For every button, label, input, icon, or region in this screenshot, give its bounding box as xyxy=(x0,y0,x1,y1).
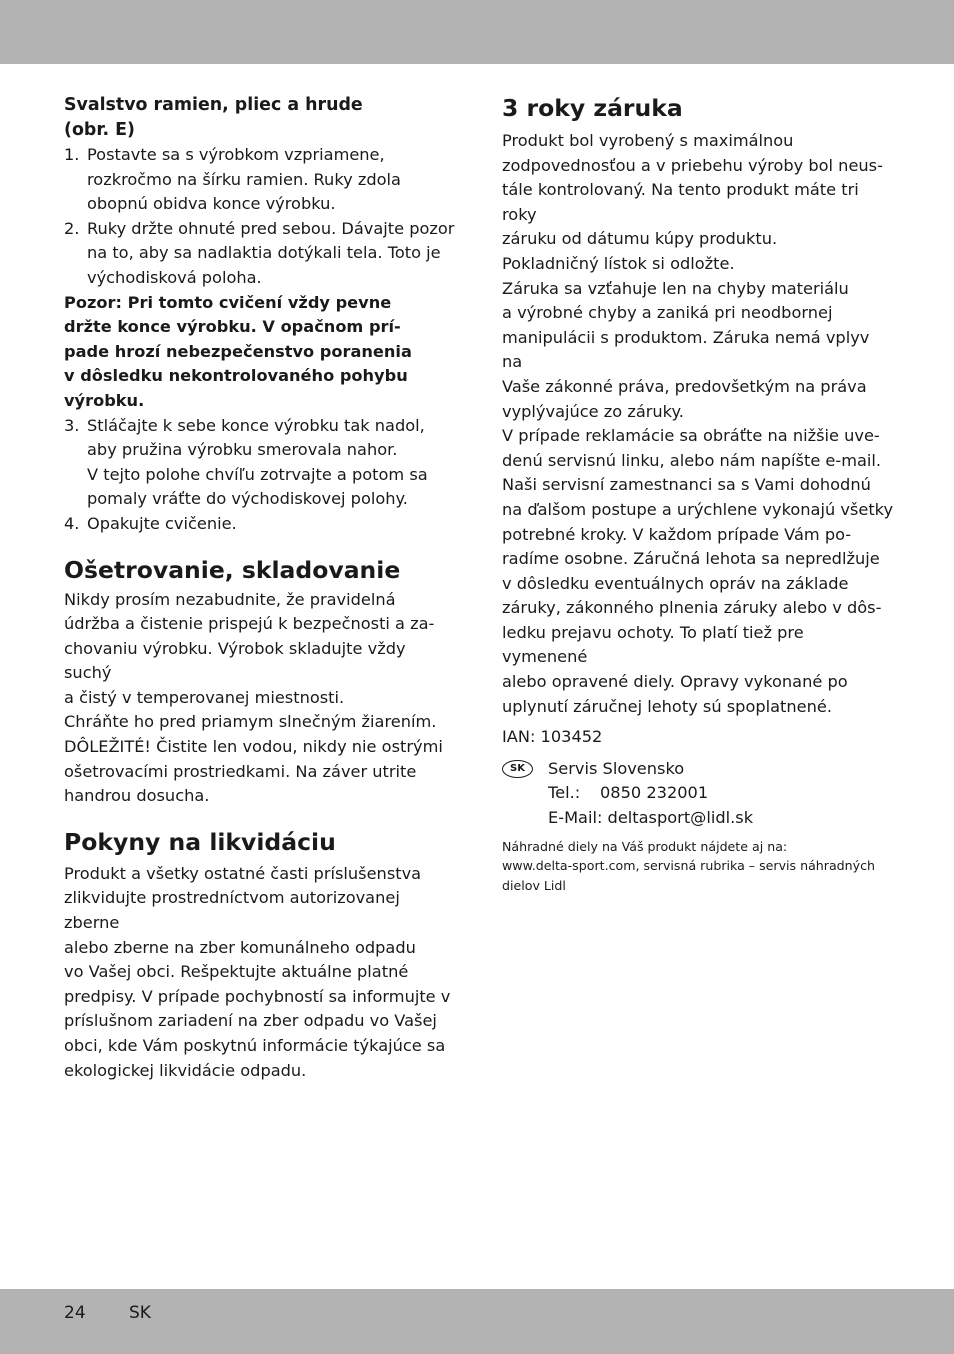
step-line: pomaly vráťte do východiskovej polohy. xyxy=(87,489,408,509)
warranty-line: manipulácii s produktom. Záruka nemá vplyv na xyxy=(502,327,870,372)
disposal-line: Produkt a všetky ostatné časti príslušenstva xyxy=(64,863,422,883)
care-line: ošetrovacími prostriedkami. Na záver utrite xyxy=(64,761,417,781)
warning-line: výrobku. xyxy=(64,390,145,410)
step-line: Ruky držte ohnuté pred sebou. Dávajte pozor xyxy=(87,218,455,238)
step-line: rozkročmo na šírku ramien. Ruky zdola xyxy=(87,169,401,189)
spare-parts-line: www.delta-sport.com, servisná rubrika – servis náhradných xyxy=(502,858,876,874)
warranty-line: záruky, zákonného plnenia záruky alebo v dôs- xyxy=(502,598,882,618)
step-4 xyxy=(64,512,456,537)
warranty-line: na ďalšom postupe a urýchlene vykonajú všetky xyxy=(502,499,894,519)
warranty-line: zodpovednosťou a v priebehu výroby bol neus- xyxy=(502,155,883,175)
disposal-heading: Pokyny na likvidáciu xyxy=(64,827,336,856)
exercise-title xyxy=(64,93,456,143)
step-line: na to, aby sa nadlaktia dotýkali tela. Toto je xyxy=(87,243,441,263)
warranty-line: potrebné kroky. V každom prípade Vám po- xyxy=(502,524,852,544)
page-number: 24 xyxy=(64,1303,86,1323)
care-line: a čistý v temperovanej miestnosti. xyxy=(64,687,345,707)
warranty-line: Záruka sa vzťahuje len na chyby materiálu xyxy=(502,278,849,298)
warning-line: v dôsledku nekontrolovaného pohybu xyxy=(64,366,408,386)
warning-note xyxy=(64,291,456,414)
step-line: V tejto polohe chvíľu zotrvajte a potom sa xyxy=(87,464,428,484)
warning-line: pade hrozí nebezpečenstvo poranenia xyxy=(64,341,412,361)
warranty-line: v dôsledku eventuálnych opráv na základe xyxy=(502,573,849,593)
phone-number: 0850 232001 xyxy=(600,783,709,803)
disposal-line: príslušnom zariadení na zber odpadu vo Vašej xyxy=(64,1011,437,1031)
care-text xyxy=(64,588,456,809)
care-line: Chráňte ho pred priamym slnečným žiarením. xyxy=(64,712,437,732)
warranty-line: a výrobné chyby a zaniká pri neodbornej xyxy=(502,303,833,323)
disposal-line: alebo zberne na zber komunálneho odpadu xyxy=(64,937,416,957)
exercise-title-line: (obr. E) xyxy=(64,120,135,140)
warranty-line: alebo opravené diely. Opravy vykonané po xyxy=(502,672,848,692)
warranty-heading: 3 roky záruka xyxy=(502,94,683,122)
step-line: obopnú obidva konce výrobku. xyxy=(87,194,336,214)
care-line: chovaniu výrobku. Výrobok skladujte vždy suchý xyxy=(64,638,406,683)
warranty-line: Vaše zákonné práva, predovšetkým na práva xyxy=(502,376,867,396)
warranty-line: vyplývajúce zo záruky. xyxy=(502,401,684,421)
disposal-line: zlikvidujte prostredníctvom autorizovanej zberne xyxy=(64,888,400,933)
exercise-section xyxy=(64,93,456,537)
service-name: Servis Slovensko xyxy=(548,758,685,778)
ian-number: IAN: 103452 xyxy=(502,727,603,747)
language-code: SK xyxy=(129,1303,151,1323)
spare-parts-line: Náhradné diely na Váš produkt nájdete aj na: xyxy=(502,838,788,854)
warranty-line: denú servisnú linku, alebo nám napíšte e-mail. xyxy=(502,450,882,470)
warranty-line: V prípade reklamácie sa obráťte na nižšie uve- xyxy=(502,426,880,446)
step-line: východisková poloha. xyxy=(87,267,262,287)
step-line: Opakujte cvičenie. xyxy=(87,513,237,533)
care-section xyxy=(64,555,456,809)
service-block xyxy=(502,757,894,831)
care-heading: Ošetrovanie, skladovanie xyxy=(64,555,401,584)
step-number: 3. xyxy=(64,415,80,435)
spare-parts-line: dielov Lidl xyxy=(502,877,566,893)
disposal-text xyxy=(64,862,456,1083)
warranty-line: tále kontrolovaný. Na tento produkt máte tri roky xyxy=(502,180,859,224)
step-3 xyxy=(64,414,456,512)
warranty-line: Naši servisní zamestnanci sa s Vami dohodnú xyxy=(502,475,871,495)
step-number: 1. xyxy=(64,145,80,164)
disposal-section xyxy=(64,827,456,1083)
step-1 xyxy=(64,143,456,217)
step-number: 2. xyxy=(64,218,80,238)
header-bar xyxy=(0,0,954,64)
step-2 xyxy=(64,217,456,291)
step-line: aby pružina výrobku smerovala nahor. xyxy=(87,440,398,460)
care-line: Nikdy prosím nezabudnite, že pravidelná xyxy=(64,589,396,609)
warranty-line: radíme osobne. Záručná lehota sa nepredlžuje xyxy=(502,549,880,569)
warning-line: držte konce výrobku. V opačnom prí- xyxy=(64,317,401,337)
right-column xyxy=(502,93,894,895)
disposal-line: predpisy. V prípade pochybností sa informujte v xyxy=(64,986,451,1006)
warranty-line: uplynutí záručnej lehoty sú spoplatnené. xyxy=(502,696,832,716)
care-line: DÔLEŽITÉ! Čistite len vodou, nikdy nie ostrými xyxy=(64,737,443,757)
warranty-line: Pokladničný lístok si odložte. xyxy=(502,253,735,273)
phone-label: Tel.: xyxy=(548,783,581,803)
warranty-line: ledku prejavu ochoty. To platí tiež pre vymenené xyxy=(502,622,804,667)
service-email: E-Mail: deltasport@lidl.sk xyxy=(548,808,754,828)
spare-parts-note xyxy=(502,837,894,896)
care-line: handrou dosucha. xyxy=(64,786,210,806)
disposal-line: obci, kde Vám poskytnú informácie týkajúce sa xyxy=(64,1036,446,1055)
care-line: údržba a čistenie prispejú k bezpečnosti a za- xyxy=(64,614,435,634)
left-column xyxy=(64,93,456,1083)
disposal-line: ekologickej likvidácie odpadu. xyxy=(64,1060,307,1080)
warranty-line: záruku od dátumu kúpy produktu. xyxy=(502,229,778,249)
step-line: Stláčajte k sebe konce výrobku tak nadol, xyxy=(87,415,425,435)
service-phone xyxy=(548,783,708,802)
disposal-line: vo Vašej obci. Rešpektujte aktuálne platné xyxy=(64,962,409,982)
warranty-line: Produkt bol vyrobený s maximálnou xyxy=(502,131,794,150)
warning-line: Pozor: Pri tomto cvičení vždy pevne xyxy=(64,292,392,312)
warranty-text xyxy=(502,129,894,719)
country-badge: SK xyxy=(502,760,533,778)
step-number: 4. xyxy=(64,513,80,533)
step-line: Postavte sa s výrobkom vzpriamene, xyxy=(87,145,385,164)
exercise-title-line: Svalstvo ramien, pliec a hrude xyxy=(64,95,363,115)
